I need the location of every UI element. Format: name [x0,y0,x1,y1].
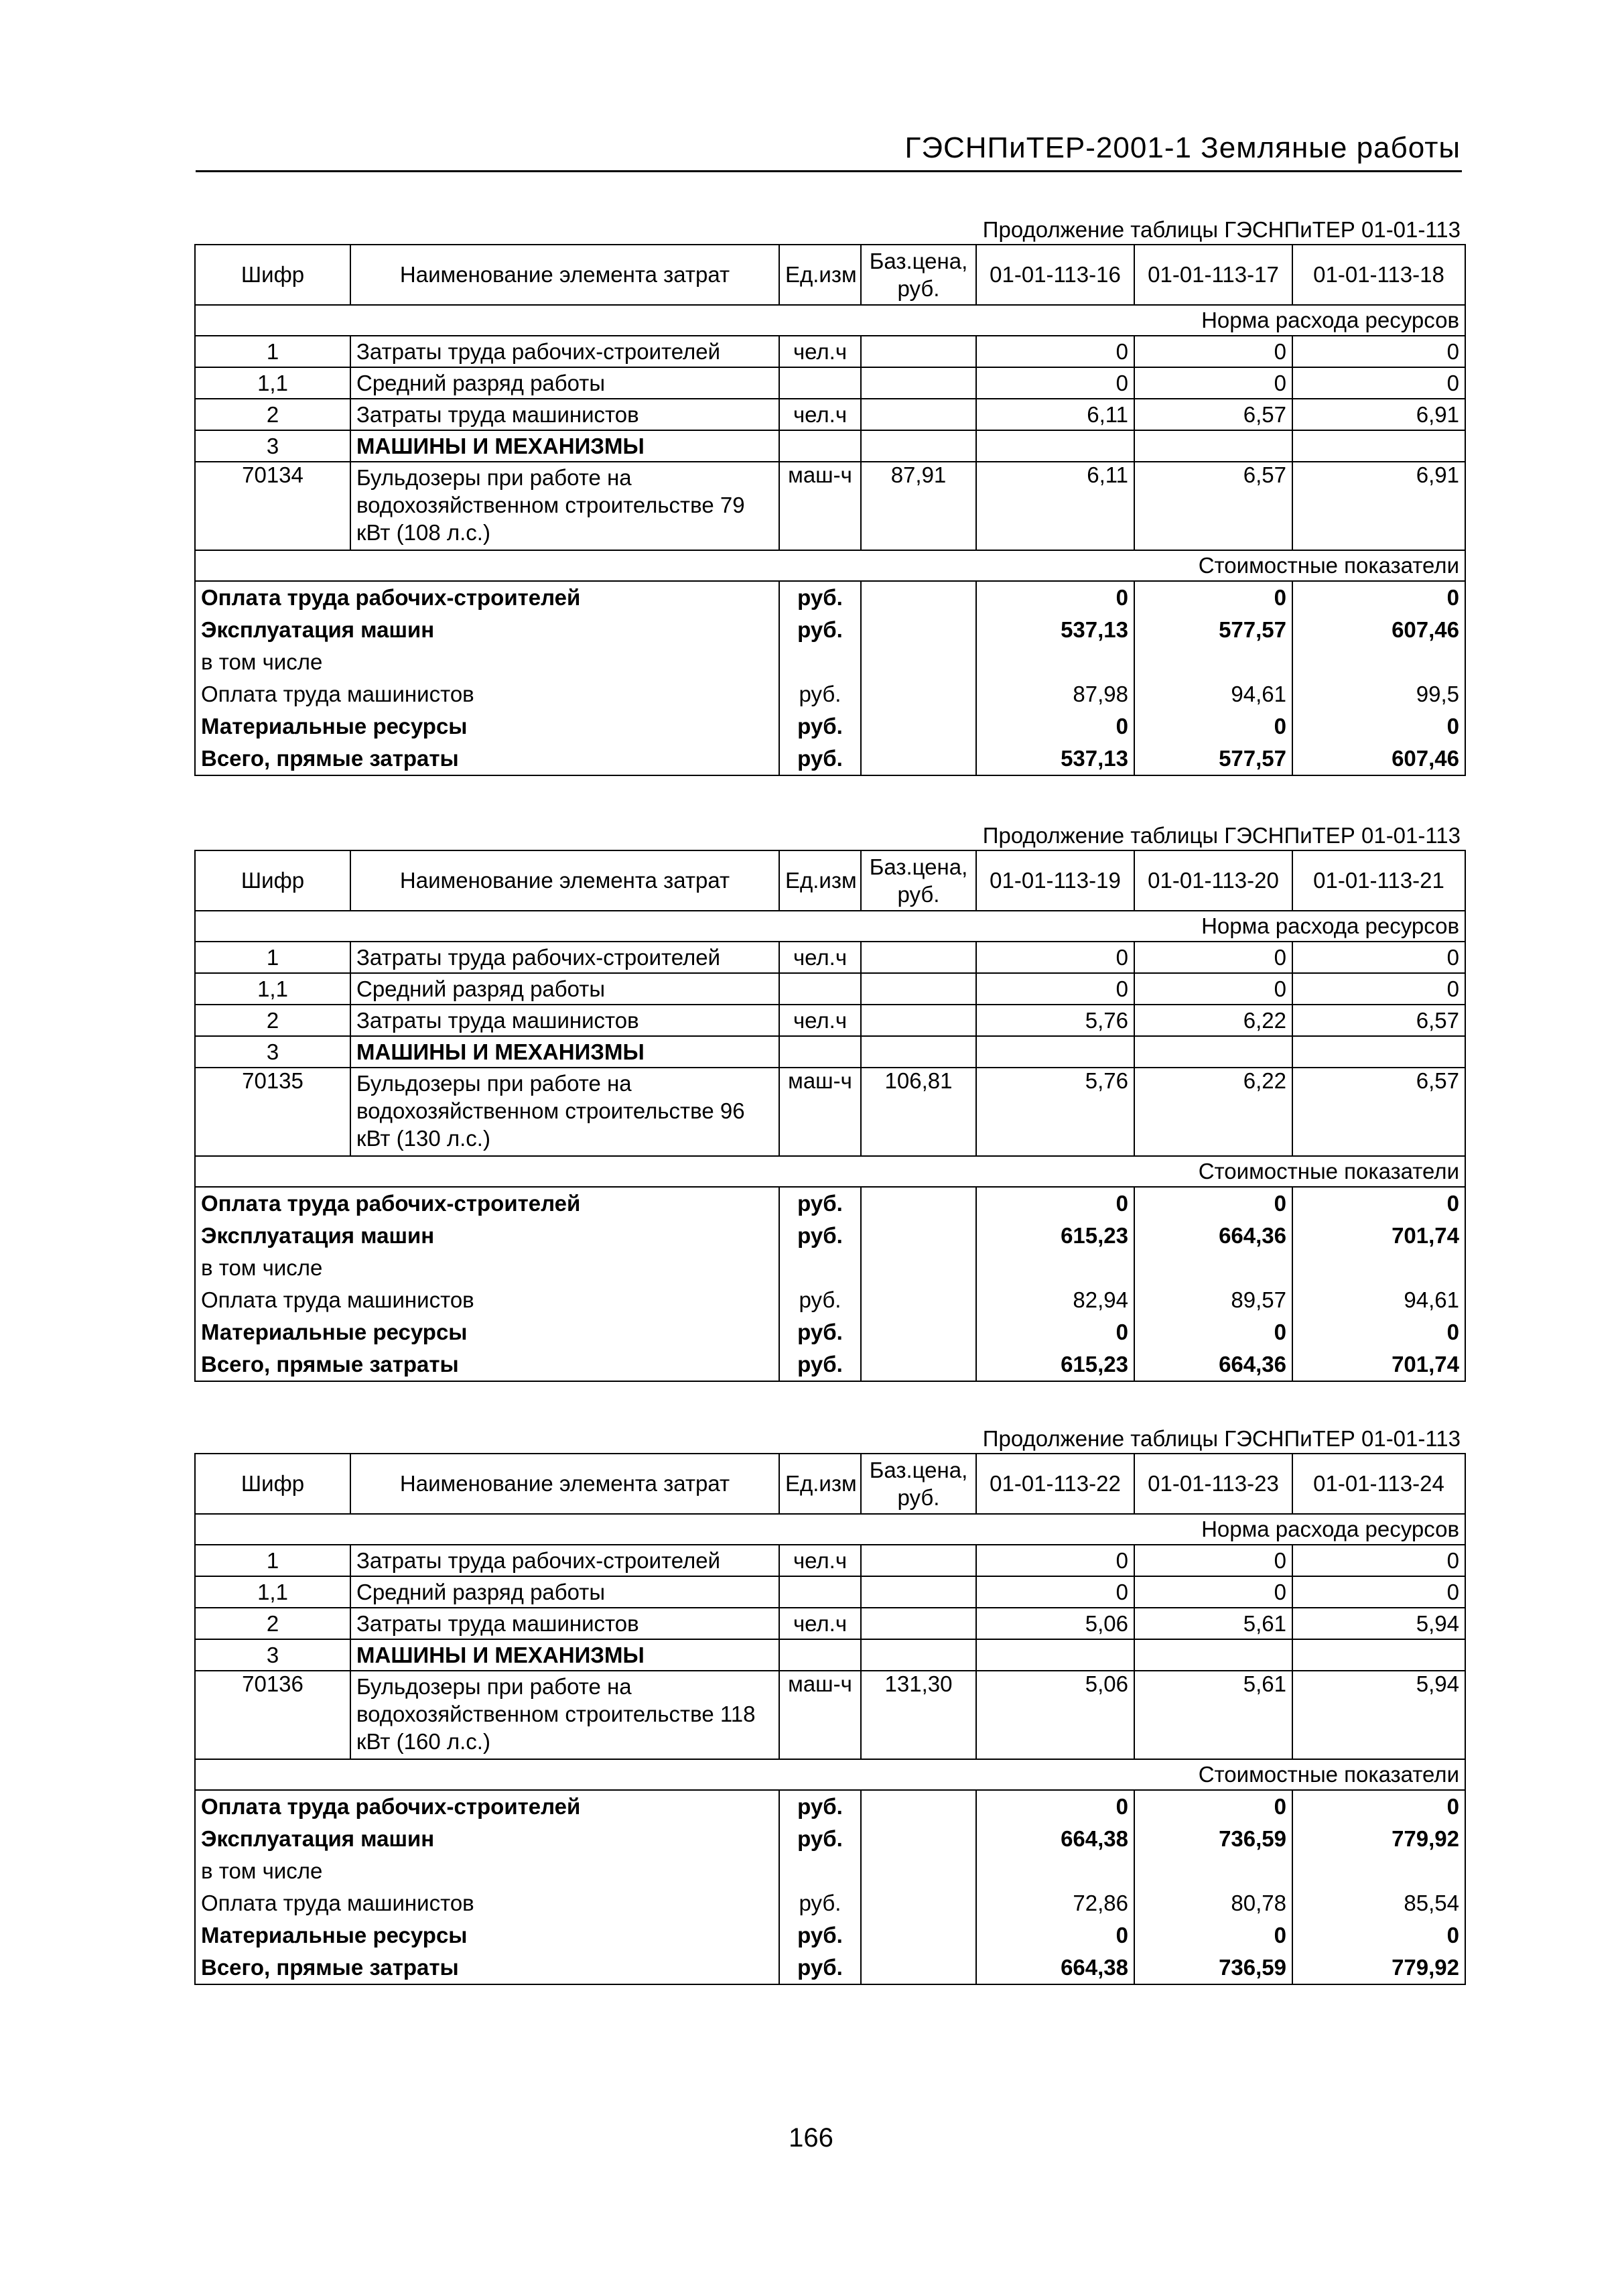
cost-name: Оплата труда машинистов [195,678,779,710]
page-header-title: ГЭСНПиТЕР-2001-1 Земляные работы [904,131,1461,164]
row-unit [779,1036,861,1068]
cost-unit [779,646,861,678]
cost-price-empty [861,1284,976,1316]
row-name: Затраты труда машинистов [350,399,779,430]
row-price [861,1608,976,1639]
row-value: 0 [1134,336,1292,367]
row-name: Бульдозеры при работе на водохозяйственном строительстве 118 кВт (160 л.с.) [350,1671,779,1759]
row-code: 70136 [195,1671,350,1759]
cost-price-empty [861,1919,976,1952]
cost-value: 0 [1134,1790,1292,1823]
row-price [861,399,976,430]
row-code: 2 [195,399,350,430]
row-code: 3 [195,1639,350,1671]
cost-value [976,1252,1134,1284]
cost-row [195,1284,1465,1316]
cost-value: 701,74 [1292,1220,1465,1252]
row-value: 0 [1134,973,1292,1005]
header-rate-code: 01-01-113-23 [1134,1454,1292,1514]
row-price [861,1036,976,1068]
cost-unit: руб. [779,1284,861,1316]
cost-value: 99,5 [1292,678,1465,710]
row-value: 6,57 [1292,1068,1465,1156]
header-price: Баз.цена, руб. [861,850,976,911]
header-code: Шифр [195,850,350,911]
cost-value: 664,38 [976,1823,1134,1855]
header-rate-code: 01-01-113-16 [976,245,1134,305]
cost-value [1292,1855,1465,1887]
cost-value: 577,57 [1134,614,1292,646]
row-price [861,367,976,399]
cost-value: 0 [1134,1187,1292,1220]
cost-unit: руб. [779,678,861,710]
row-name: Затраты труда машинистов [350,1608,779,1639]
header-name: Наименование элемента затрат [350,245,779,305]
cost-value: 82,94 [976,1284,1134,1316]
row-name: Бульдозеры при работе на водохозяйственном строительстве 96 кВт (130 л.с.) [350,1068,779,1156]
cost-value: 94,61 [1292,1284,1465,1316]
row-value: 0 [1134,1576,1292,1608]
row-value: 6,57 [1134,462,1292,550]
row-name: Средний разряд работы [350,1576,779,1608]
header-rate-code: 01-01-113-24 [1292,1454,1465,1514]
row-name: Затраты труда рабочих-строителей [350,336,779,367]
cost-price-empty [861,1887,976,1919]
row-name: Затраты труда рабочих-строителей [350,1545,779,1576]
row-value: 0 [976,1576,1134,1608]
cost-value: 0 [1292,710,1465,743]
row-value: 0 [976,336,1134,367]
row-value [1134,1639,1292,1671]
cost-unit: руб. [779,1187,861,1220]
cost-price-empty [861,1187,976,1220]
table-header-row [195,850,1465,911]
cost-value: 615,23 [976,1348,1134,1381]
cost-value: 615,23 [976,1220,1134,1252]
cost-row [195,710,1465,743]
cost-value: 0 [976,1316,1134,1348]
cost-name: Материальные ресурсы [195,1316,779,1348]
row-value [1292,430,1465,462]
header-code: Шифр [195,1454,350,1514]
cost-value [1134,646,1292,678]
cost-unit [779,1855,861,1887]
cost-unit: руб. [779,1316,861,1348]
cost-value: 537,13 [976,743,1134,775]
row-code: 1 [195,336,350,367]
header-rate-code: 01-01-113-17 [1134,245,1292,305]
norm-label-row [195,911,1465,942]
cost-value: 0 [1134,581,1292,614]
row-value: 5,06 [976,1671,1134,1759]
header-rate-code: 01-01-113-21 [1292,850,1465,911]
table-header-row [195,1454,1465,1514]
header-price: Баз.цена, руб. [861,1454,976,1514]
row-value [1134,430,1292,462]
table-row [195,973,1465,1005]
row-value: 0 [976,942,1134,973]
norm-label: Норма расхода ресурсов [195,911,1465,942]
cost-name: Всего, прямые затраты [195,1348,779,1381]
row-unit: чел.ч [779,1545,861,1576]
cost-price-empty [861,1252,976,1284]
row-value: 6,11 [976,462,1134,550]
cost-row [195,1252,1465,1284]
cost-unit: руб. [779,1790,861,1823]
cost-name: Эксплуатация машин [195,1823,779,1855]
cost-name: Оплата труда рабочих-строителей [195,1790,779,1823]
cost-value [1292,646,1465,678]
row-value: 5,61 [1134,1608,1292,1639]
cost-value: 0 [1292,1187,1465,1220]
cost-row [195,743,1465,775]
row-price [861,336,976,367]
row-unit [779,1576,861,1608]
row-value [976,430,1134,462]
cost-name: Оплата труда рабочих-строителей [195,581,779,614]
row-code: 2 [195,1005,350,1036]
row-value: 0 [1134,367,1292,399]
cost-name: в том числе [195,646,779,678]
table-row [195,367,1465,399]
resource-table [194,1453,1466,1985]
row-price: 87,91 [861,462,976,550]
cost-row [195,678,1465,710]
row-price [861,1545,976,1576]
table-row [195,399,1465,430]
cost-unit: руб. [779,1348,861,1381]
cost-unit: руб. [779,614,861,646]
row-price [861,430,976,462]
cost-value: 0 [1134,1919,1292,1952]
cost-row [195,1823,1465,1855]
cost-price-empty [861,646,976,678]
row-value [976,1036,1134,1068]
table-row [195,1576,1465,1608]
cost-value: 664,36 [1134,1220,1292,1252]
cost-label: Стоимостные показатели [195,1759,1465,1790]
cost-value: 0 [976,710,1134,743]
cost-name: Эксплуатация машин [195,1220,779,1252]
cost-label-row [195,1759,1465,1790]
cost-row [195,646,1465,678]
header-divider [196,170,1462,172]
row-name: МАШИНЫ И МЕХАНИЗМЫ [350,1036,779,1068]
row-value [1292,1639,1465,1671]
row-value: 0 [976,1545,1134,1576]
cost-name: Оплата труда машинистов [195,1887,779,1919]
row-value: 0 [1292,1545,1465,1576]
row-value: 6,91 [1292,399,1465,430]
cost-value: 607,46 [1292,614,1465,646]
cost-row [195,581,1465,614]
row-code: 3 [195,1036,350,1068]
table-row [195,430,1465,462]
cost-row [195,1316,1465,1348]
row-value: 6,57 [1292,1005,1465,1036]
row-value: 5,06 [976,1608,1134,1639]
cost-unit: руб. [779,1823,861,1855]
cost-value: 94,61 [1134,678,1292,710]
table-row [195,1005,1465,1036]
row-value: 6,22 [1134,1005,1292,1036]
row-code: 1,1 [195,973,350,1005]
row-unit [779,1639,861,1671]
row-unit [779,430,861,462]
cost-label: Стоимостные показатели [195,1156,1465,1187]
cost-value: 87,98 [976,678,1134,710]
row-value: 0 [1292,1576,1465,1608]
cost-price-empty [861,1855,976,1887]
cost-name: в том числе [195,1252,779,1284]
cost-price-empty [861,1348,976,1381]
table-row [195,336,1465,367]
cost-value: 89,57 [1134,1284,1292,1316]
row-value: 0 [1292,367,1465,399]
cost-value: 664,36 [1134,1348,1292,1381]
table-row [195,942,1465,973]
table-row [195,1068,1465,1156]
cost-value: 577,57 [1134,743,1292,775]
norm-label: Норма расхода ресурсов [195,1514,1465,1545]
row-value: 0 [1134,942,1292,973]
cost-name: Всего, прямые затраты [195,743,779,775]
row-value: 5,94 [1292,1671,1465,1759]
row-unit [779,973,861,1005]
row-value [976,1639,1134,1671]
row-unit: чел.ч [779,1005,861,1036]
table-caption: Продолжение таблицы ГЭСНПиТЕР 01-01-113 [982,823,1461,848]
cost-label: Стоимостные показатели [195,550,1465,581]
cost-unit: руб. [779,581,861,614]
row-unit [779,367,861,399]
cost-row [195,1952,1465,1984]
row-code: 70135 [195,1068,350,1156]
cost-name: в том числе [195,1855,779,1887]
norm-label-row [195,305,1465,336]
cost-value [1134,1252,1292,1284]
cost-value: 0 [1292,581,1465,614]
cost-value: 0 [1292,1919,1465,1952]
cost-value: 72,86 [976,1887,1134,1919]
row-price [861,942,976,973]
cost-value: 736,59 [1134,1823,1292,1855]
table-row [195,1036,1465,1068]
cost-row [195,1790,1465,1823]
cost-value: 607,46 [1292,743,1465,775]
cost-price-empty [861,1790,976,1823]
cost-value: 0 [976,1790,1134,1823]
row-name: Затраты труда машинистов [350,1005,779,1036]
row-value: 0 [1292,942,1465,973]
cost-value [1134,1855,1292,1887]
header-rate-code: 01-01-113-19 [976,850,1134,911]
row-value [1134,1036,1292,1068]
row-value: 6,91 [1292,462,1465,550]
row-value: 6,57 [1134,399,1292,430]
cost-value: 0 [976,1187,1134,1220]
cost-price-empty [861,710,976,743]
cost-name: Оплата труда рабочих-строителей [195,1187,779,1220]
table-row [195,462,1465,550]
norm-label: Норма расхода ресурсов [195,305,1465,336]
row-price [861,1005,976,1036]
cost-unit: руб. [779,1952,861,1984]
header-rate-code: 01-01-113-22 [976,1454,1134,1514]
cost-label-row [195,550,1465,581]
row-price: 106,81 [861,1068,976,1156]
row-value: 0 [1134,1545,1292,1576]
cost-row [195,1887,1465,1919]
cost-value: 537,13 [976,614,1134,646]
cost-value [976,1855,1134,1887]
cost-unit: руб. [779,1220,861,1252]
cost-value: 0 [976,1919,1134,1952]
cost-value: 736,59 [1134,1952,1292,1984]
row-value: 5,76 [976,1068,1134,1156]
cost-value: 85,54 [1292,1887,1465,1919]
row-value: 5,76 [976,1005,1134,1036]
header-unit: Ед.изм [779,850,861,911]
row-code: 1,1 [195,367,350,399]
cost-price-empty [861,1823,976,1855]
header-unit: Ед.изм [779,1454,861,1514]
row-code: 3 [195,430,350,462]
header-unit: Ед.изм [779,245,861,305]
row-code: 2 [195,1608,350,1639]
cost-label-row [195,1156,1465,1187]
cost-price-empty [861,1220,976,1252]
row-price: 131,30 [861,1671,976,1759]
row-value: 6,22 [1134,1068,1292,1156]
cost-value: 0 [1292,1316,1465,1348]
cost-row [195,1919,1465,1952]
header-name: Наименование элемента затрат [350,1454,779,1514]
cost-row [195,1187,1465,1220]
cost-price-empty [861,1316,976,1348]
row-unit: чел.ч [779,399,861,430]
row-code: 1 [195,942,350,973]
row-name: Средний разряд работы [350,973,779,1005]
row-price [861,1576,976,1608]
table-caption: Продолжение таблицы ГЭСНПиТЕР 01-01-113 [982,1426,1461,1451]
row-code: 1 [195,1545,350,1576]
cost-name: Всего, прямые затраты [195,1952,779,1984]
row-value: 0 [1292,973,1465,1005]
cost-unit: руб. [779,710,861,743]
cost-row [195,614,1465,646]
row-code: 70134 [195,462,350,550]
cost-value: 779,92 [1292,1823,1465,1855]
cost-row [195,1348,1465,1381]
row-name: Средний разряд работы [350,367,779,399]
row-name: МАШИНЫ И МЕХАНИЗМЫ [350,1639,779,1671]
header-name: Наименование элемента затрат [350,850,779,911]
cost-row [195,1220,1465,1252]
row-unit: маш-ч [779,462,861,550]
cost-name: Оплата труда машинистов [195,1284,779,1316]
table-row [195,1545,1465,1576]
row-unit: маш-ч [779,1671,861,1759]
cost-value [1292,1252,1465,1284]
table-row [195,1639,1465,1671]
row-unit: маш-ч [779,1068,861,1156]
cost-unit: руб. [779,743,861,775]
cost-price-empty [861,614,976,646]
page-number: 166 [789,2123,833,2153]
row-name: МАШИНЫ И МЕХАНИЗМЫ [350,430,779,462]
row-name: Затраты труда рабочих-строителей [350,942,779,973]
row-value [1292,1036,1465,1068]
cost-name: Материальные ресурсы [195,1919,779,1952]
table-header-row [195,245,1465,305]
header-rate-code: 01-01-113-20 [1134,850,1292,911]
cost-name: Материальные ресурсы [195,710,779,743]
cost-row [195,1855,1465,1887]
cost-price-empty [861,1952,976,1984]
cost-value [976,646,1134,678]
cost-value: 0 [1134,1316,1292,1348]
row-value: 5,61 [1134,1671,1292,1759]
row-unit: чел.ч [779,336,861,367]
norm-label-row [195,1514,1465,1545]
header-code: Шифр [195,245,350,305]
row-name: Бульдозеры при работе на водохозяйственном строительстве 79 кВт (108 л.с.) [350,462,779,550]
cost-value: 664,38 [976,1952,1134,1984]
cost-name: Эксплуатация машин [195,614,779,646]
cost-price-empty [861,743,976,775]
header-price: Баз.цена, руб. [861,245,976,305]
resource-table [194,244,1466,776]
table-row [195,1671,1465,1759]
row-value: 0 [976,973,1134,1005]
resource-table [194,850,1466,1382]
header-rate-code: 01-01-113-18 [1292,245,1465,305]
cost-value: 779,92 [1292,1952,1465,1984]
row-price [861,1639,976,1671]
cost-unit: руб. [779,1919,861,1952]
table-row [195,1608,1465,1639]
cost-price-empty [861,678,976,710]
cost-value: 701,74 [1292,1348,1465,1381]
row-value: 6,11 [976,399,1134,430]
table-caption: Продолжение таблицы ГЭСНПиТЕР 01-01-113 [982,217,1461,242]
cost-value: 0 [1292,1790,1465,1823]
cost-value: 0 [976,581,1134,614]
cost-value: 80,78 [1134,1887,1292,1919]
row-unit: чел.ч [779,942,861,973]
cost-price-empty [861,581,976,614]
row-value: 0 [976,367,1134,399]
cost-unit [779,1252,861,1284]
row-value: 0 [1292,336,1465,367]
row-price [861,973,976,1005]
row-unit: чел.ч [779,1608,861,1639]
row-value: 5,94 [1292,1608,1465,1639]
cost-unit: руб. [779,1887,861,1919]
row-code: 1,1 [195,1576,350,1608]
cost-value: 0 [1134,710,1292,743]
